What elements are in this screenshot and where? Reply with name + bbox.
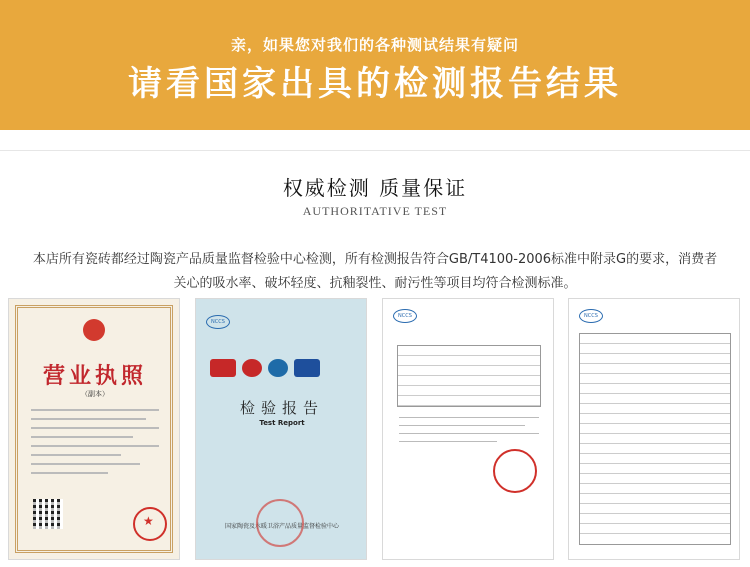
seal-icon bbox=[493, 449, 537, 493]
cal-logo-icon bbox=[242, 359, 262, 377]
seal-icon bbox=[256, 499, 304, 547]
banner-subtitle: 亲，如果您对我们的各种测试结果有疑问 bbox=[230, 36, 519, 54]
ilac-logo-icon bbox=[268, 359, 288, 377]
test-report-page-image bbox=[382, 298, 554, 560]
national-emblem-icon bbox=[83, 319, 105, 341]
header-banner bbox=[0, 0, 750, 130]
ncc-logo-icon: NCCS bbox=[579, 309, 603, 323]
test-report-results-image bbox=[568, 298, 740, 560]
results-table bbox=[579, 333, 731, 545]
divider bbox=[0, 150, 750, 151]
report-english-title: Test Report bbox=[259, 419, 305, 427]
license-text-lines bbox=[31, 409, 159, 481]
cma-logo-icon bbox=[210, 359, 236, 377]
report-issuer: 国家陶瓷及水暖卫浴产品质量监督检验中心 bbox=[224, 523, 339, 530]
report-title: 检验报告 bbox=[239, 401, 324, 417]
section-subtitle: AUTHORITATIVE TEST bbox=[302, 204, 448, 218]
test-report-cover-image bbox=[195, 298, 367, 560]
banner-title: 请看国家出具的检测报告结果 bbox=[128, 64, 622, 104]
section-title: 权威检测 质量保证 bbox=[282, 176, 468, 200]
report-text-lines bbox=[399, 417, 539, 449]
license-subtitle: （副本） bbox=[81, 390, 109, 398]
license-title: 营业执照 bbox=[42, 364, 147, 389]
cnas-logo-icon bbox=[294, 359, 320, 377]
business-license-image: 营业执照 （副本） ★ bbox=[8, 298, 180, 560]
ncc-logo-icon: NCCS bbox=[206, 315, 230, 329]
accreditation-logos bbox=[210, 359, 326, 381]
report-info-table bbox=[397, 345, 541, 407]
ncc-logo-icon: NCCS bbox=[393, 309, 417, 323]
description-text: 本店所有瓷砖都经过陶瓷产品质量监督检验中心检测，所有检测报告符合GB/T4100-2006标准中附录G的要求，消费者关心的吸水率、破坏轻度、抗釉裂性、耐污性等项目均符合检测标准。 bbox=[32, 252, 718, 291]
